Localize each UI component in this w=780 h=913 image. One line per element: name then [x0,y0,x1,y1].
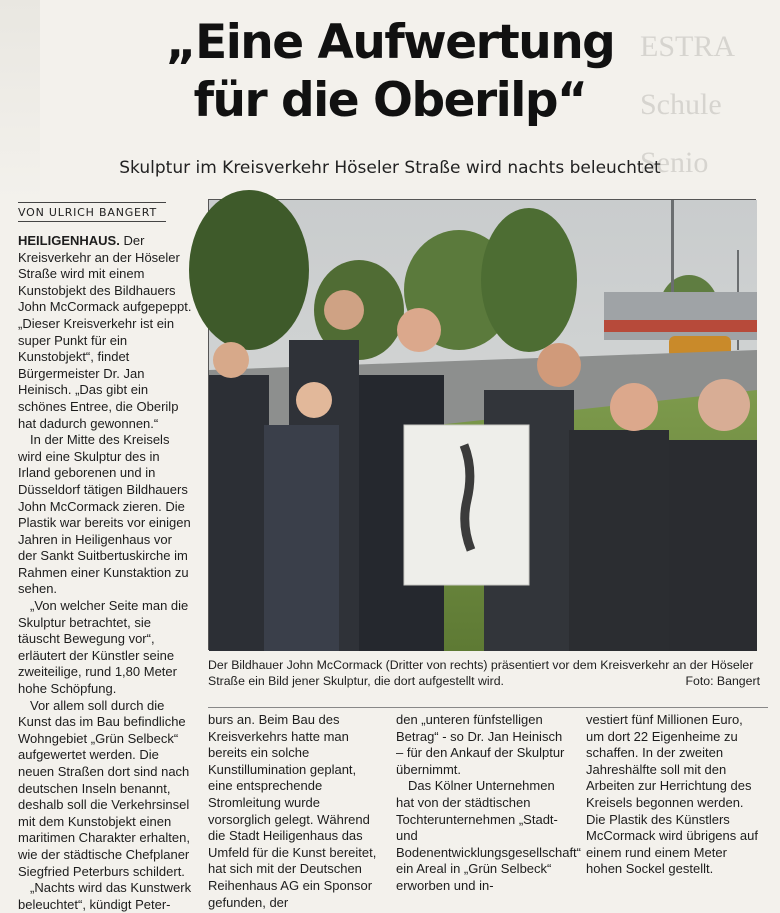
article-column-3 [396,712,581,895]
article-column-4 [586,712,762,878]
paragraph: „Von welcher Seite man die Skulptur betrachtet, sie täuscht Bewegung vor“, erläutert der Künstler seine zweiteilige, rund 1,80 Meter hohe Schöpfung. [18,598,189,697]
paragraph: Das Kölner Unternehmen hat von der städtischen Tochterunternehmen „Stadt- und Bodenentwicklungsgesellschaft“ ein Areal in „Grün Selbeck“ erworben und in- [396,778,581,893]
photo-credit: Foto: Bangert [685,674,760,688]
headline [0,14,780,130]
article-photo [208,199,756,650]
article-column-2 [208,712,378,911]
article-column-1 [18,233,194,913]
paragraph: „Nachts wird das Kunstwerk beleuchtet“, kündigt Peter- [18,880,192,912]
paragraph: den „unteren fünfstelligen Betrag“ - so Dr. Jan Heinisch – für den Ankauf der Skulptur übernimmt. [396,712,565,777]
background-word: Schule [640,88,722,121]
paragraph: burs an. Beim Bau des Kreisverkehrs hatte man bereits ein solche Kunstillumination geplant, eine entsprechende Stromleitung wurde vorsorglich gelegt. Während die Stadt Heiligenhaus das Umfeld für die Kunst bereitet, hat sich mit der Deutschen Reihenhaus AG ein Sponsor gefunden, der [208,712,377,910]
caption-text: Der Bildhauer John McCormack (Dritter von rechts) präsentiert vor dem Kreisverkehr an der Höseler Straße ein Bild jener Skulptur, die dort aufgestellt wird. [208,658,754,688]
subheadline: Skulptur im Kreisverkehr Höseler Straße wird nachts beleuchtet [119,158,661,178]
divider [208,707,768,708]
background-word: Senio [640,146,709,179]
headline-line-1: „Eine Aufwertung [165,15,615,70]
photo-caption [208,657,760,689]
paragraph: Vor allem soll durch die Kunst das im Bau befindliche Wohngebiet „Grün Selbeck“ aufgewertet werden. Die neuen Straßen dort sind nach deutschen Inseln benannt, deshalb soll die Verkehrsinsel mit dem Kunstobjekt einen maritimen Charakter erhalten, wie der städtische Chefplaner Siegfried Peterburs schildert. [18,697,190,879]
paragraph-text: Der Kreisverkehr an der Höseler Straße wird mit einem Kunstobjekt des Bildhauers John McCormack aufgepeppt. „Dieser Kreisverkehr ist ein super Punkt für ein Kunstobjekt“, findet Bürgermeister Dr. Jan Heinisch. „Das gibt ein schönes Entree, die Oberilp hat dadurch gewonnen.“ [18,233,192,431]
paragraph [18,233,194,432]
byline: VON ULRICH BANGERT [18,202,166,222]
paragraph: vestiert fünf Millionen Euro, um dort 22 Eigenheime zu schaffen. In der zweiten Jahreshälfte soll mit den Arbeiten zur Herrichtung des Kreisels begonnen werden. Die Plastik des Künstlers McCormack wird übrigens auf einem rund einem Meter hohen Sockel gestellt. [586,712,758,877]
paragraph: In der Mitte des Kreisels wird eine Skulptur des in Irland geborenen und in Düsseldorf tätigen Bildhauers John McCormack zieren. Die Plastik war bereits vor einigen Jahren in Heiligenhaus vor der Sankt Suitbertuskirche im Rahmen einer Kunstaktion zu sehen. [18,432,191,597]
dateline: HEILIGENHAUS. [18,233,120,248]
background-word: ESTRA [640,30,736,63]
headline-line-2: für die Oberilp“ [193,73,587,128]
